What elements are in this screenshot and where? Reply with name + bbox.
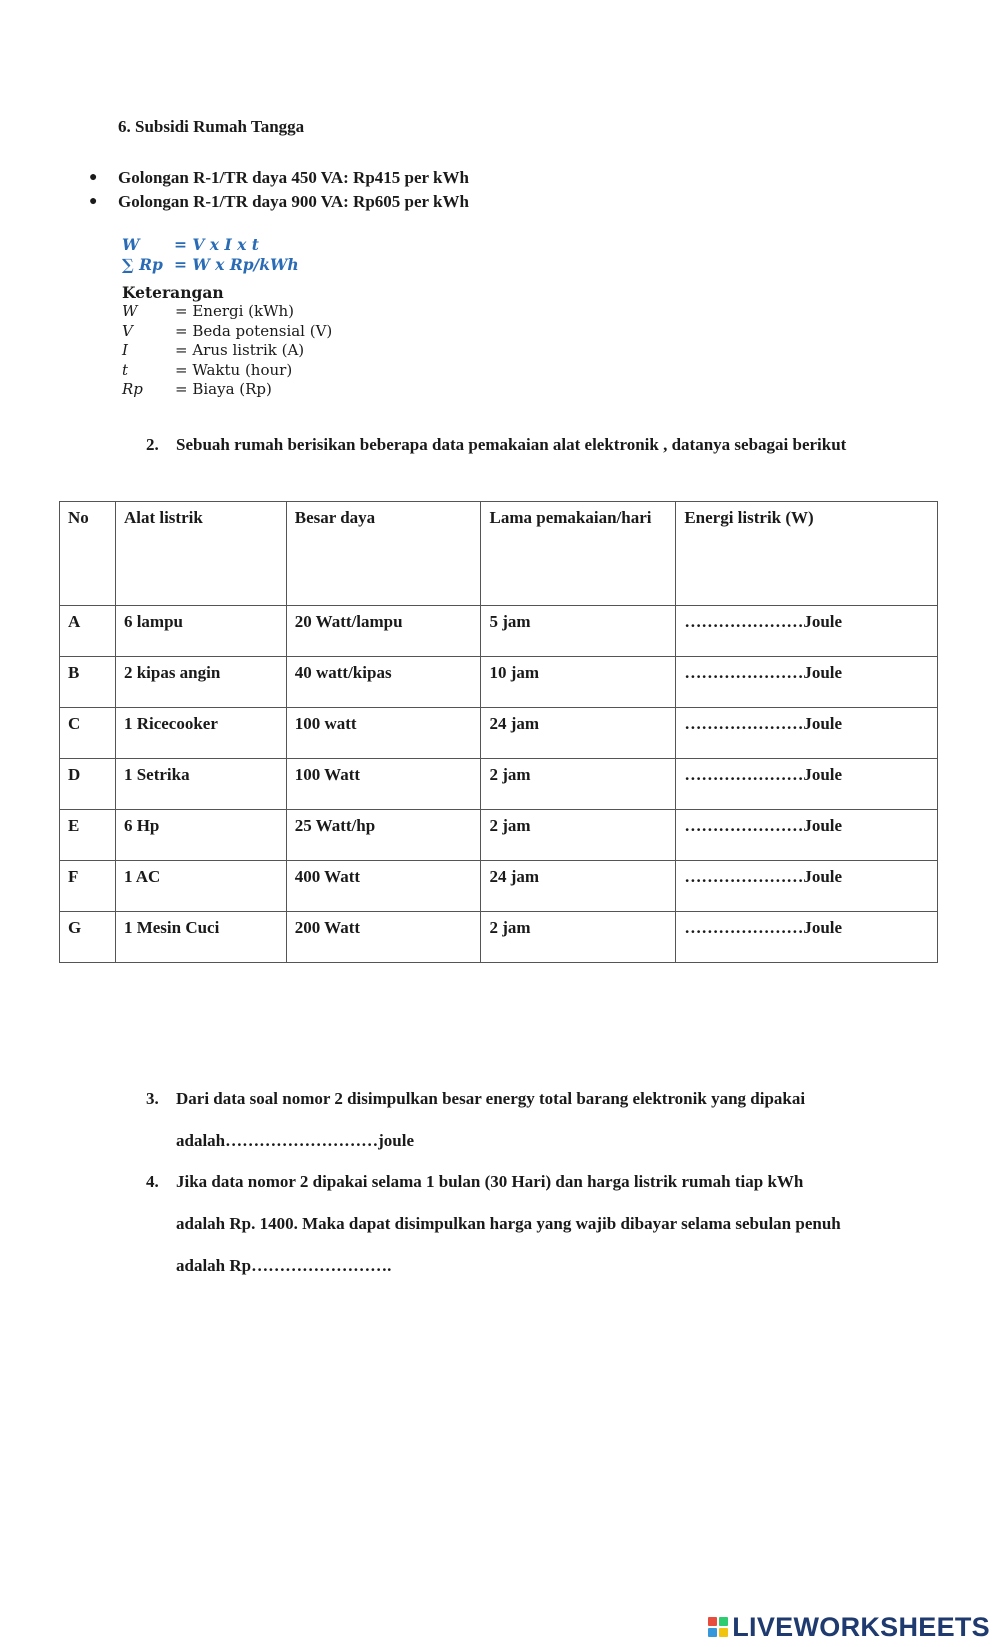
- legend-row: V = Beda potensial (V): [122, 321, 333, 340]
- header-lama: Lama pemakaian/hari: [481, 502, 676, 606]
- table-header-row: [60, 502, 938, 606]
- tariff-list: [86, 166, 469, 214]
- appliance-table: [59, 501, 938, 963]
- legend-row: Rp = Biaya (Rp): [122, 380, 272, 398]
- question-2: 2. Sebuah rumah berisikan beberapa data pemakaian alat elektronik , datanya sebagai berikut: [146, 435, 847, 454]
- energy-answer-cell[interactable]: …………………Joule: [676, 708, 938, 759]
- table-row: A 6 lampu 20 Watt/lampu 5 jam …………………Joule: [60, 606, 938, 657]
- energy-answer-cell[interactable]: …………………Joule: [676, 810, 938, 861]
- header-daya: Besar daya: [286, 502, 481, 606]
- energy-answer-cell[interactable]: …………………Joule: [676, 861, 938, 912]
- logo-icon: [708, 1617, 728, 1637]
- table-row: D 1 Setrika 100 Watt 2 jam …………………Joule: [60, 759, 938, 810]
- table-row: G 1 Mesin Cuci 200 Watt 2 jam …………………Joule: [60, 912, 938, 963]
- bullet-icon: ●: [89, 170, 98, 185]
- energy-answer-cell[interactable]: …………………Joule: [676, 759, 938, 810]
- legend: [122, 302, 332, 400]
- legend-row: t = Waktu (hour): [122, 360, 293, 379]
- cost-answer[interactable]: adalah Rp…………………….: [176, 1256, 392, 1275]
- table-row: F 1 AC 400 Watt 24 jam …………………Joule: [60, 861, 938, 912]
- bullet-icon: ●: [89, 194, 98, 209]
- liveworksheets-logo: [708, 1613, 990, 1641]
- section-heading: 6. Subsidi Rumah Tangga: [118, 117, 305, 136]
- energy-answer-cell[interactable]: …………………Joule: [676, 657, 938, 708]
- legend-row: W = Energi (kWh): [122, 302, 295, 320]
- total-energy-answer[interactable]: adalah………………………joule: [176, 1131, 415, 1150]
- table-row: B 2 kipas angin 40 watt/kipas 10 jam …………………Joule: [60, 657, 938, 708]
- table-row: C 1 Ricecooker 100 watt 24 jam …………………Joule: [60, 708, 938, 759]
- formula-energy: W = V x I x t: [122, 235, 259, 254]
- legend-title: Keterangan: [122, 283, 224, 302]
- list-item: ● Golongan R-1/TR daya 900 VA: Rp605 per kWh: [86, 190, 469, 214]
- question-3: 3. Dari data soal nomor 2 disimpulkan besar energy total barang elektronik yang dipakai adalah………………………joule: [146, 1078, 906, 1162]
- header-energi: Energi listrik (W): [676, 502, 938, 606]
- formula-cost: ∑ Rp = W x Rp/kWh: [122, 255, 299, 274]
- energy-answer-cell[interactable]: …………………Joule: [676, 912, 938, 963]
- header-no: No: [60, 502, 116, 606]
- table-row: E 6 Hp 25 Watt/hp 2 jam …………………Joule: [60, 810, 938, 861]
- list-item: ● Golongan R-1/TR daya 450 VA: Rp415 per kWh: [86, 166, 469, 190]
- legend-row: I = Arus listrik (A): [122, 341, 305, 359]
- question-4: 4. Jika data nomor 2 dipakai selama 1 bulan (30 Hari) dan harga listrik rumah tiap kWh adalah Rp. 1400. Maka dapat disimpulkan harga yang wajib dibayar selama sebulan penuh adalah Rp…………………….: [146, 1161, 906, 1287]
- logo-text: LIVEWORKSHEETS: [732, 1611, 990, 1642]
- energy-answer-cell[interactable]: …………………Joule: [676, 606, 938, 657]
- header-alat: Alat listrik: [115, 502, 286, 606]
